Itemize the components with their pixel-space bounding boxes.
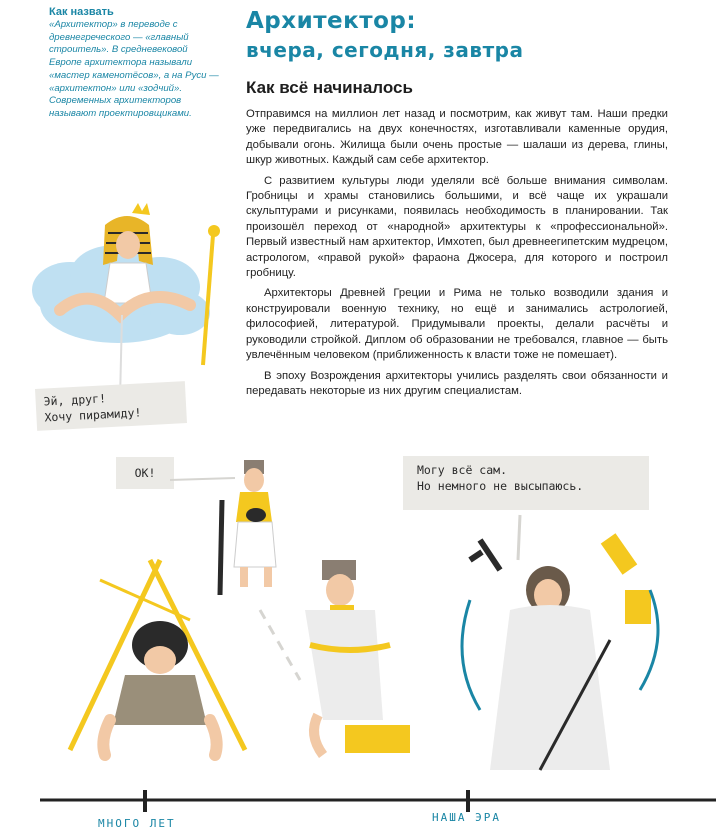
renaissance-architect-figure xyxy=(462,515,658,770)
sidebar-title: Как назвать xyxy=(49,6,114,18)
speech-bubble-ok: ОК! xyxy=(116,457,174,489)
page-subtitle: вчера, сегодня, завтра xyxy=(246,38,524,62)
paragraph: С развитием культуры люди уделяли всё больше внимания символам. Гробницы и храмы становились большими, и всё чаще их украшали скульптурами и рисунками, появилась необходимость в планировании. Так произошёл переход от «народной» архитектуры к «профессиональной». Первый известный нам архитектор, Имхотеп, был древнеегипетским мудрецом, астрологом, «правой рукой» фараона Джосера, для которого и построил гробницу. xyxy=(246,174,668,280)
paragraph: Архитекторы Древней Греции и Рима не только возводили здания и конструировали военную технику, но ещё и занимались астрологией, философией, литературой. Придумывали проекты, делали расчёты и руководили стройкой. Диплом об образовании не требовался, главное — быть увлечённым человеком (приближенность к власти тоже не помешает). xyxy=(246,287,668,362)
paragraph: Отправимся на миллион лет назад и посмотрим, как живут там. Наши предки уже передвигались на двух конечностях, изготавливали каменные орудия, добывали огонь. Жилища были очень простые — шалаши из дерева, глины, шкур животных. Каждый сам себе архитектор. xyxy=(246,108,668,167)
greek-architect-figure xyxy=(305,560,410,755)
bubble-line: Могу всё сам. xyxy=(417,463,508,477)
bubble-line: Но немного не высыпаюсь. xyxy=(417,479,584,493)
bubble-line: Хочу пирамиду! xyxy=(44,405,142,425)
bubble-line: Эй, друг! xyxy=(43,391,107,409)
speech-bubble-pharaoh xyxy=(35,381,187,431)
article-body xyxy=(246,107,668,404)
section-heading: Как всё начиналось xyxy=(246,78,413,97)
egyptian-worker-figure xyxy=(220,460,276,595)
history-illustration xyxy=(0,460,716,828)
paragraph: В эпоху Возрождения архитекторы учились разделять свои обязанности и передавать некоторые из них другим специалистам. xyxy=(246,369,668,397)
page-title: Архитектор: xyxy=(246,8,417,34)
sidebar-text: «Архитектор» в переводе с древнегреческого — «главный строитель». В средневековой Европе архитектора называли «мастер каменотёсов», а на Руси — «архитектон» или «зодчий». Современных архитекторов называют проектировщиками. xyxy=(49,19,219,119)
timeline-label-right: НАША ЭРА xyxy=(432,811,501,824)
timeline xyxy=(40,790,716,812)
timeline-label-left: МНОГО ЛЕТ xyxy=(98,817,176,830)
